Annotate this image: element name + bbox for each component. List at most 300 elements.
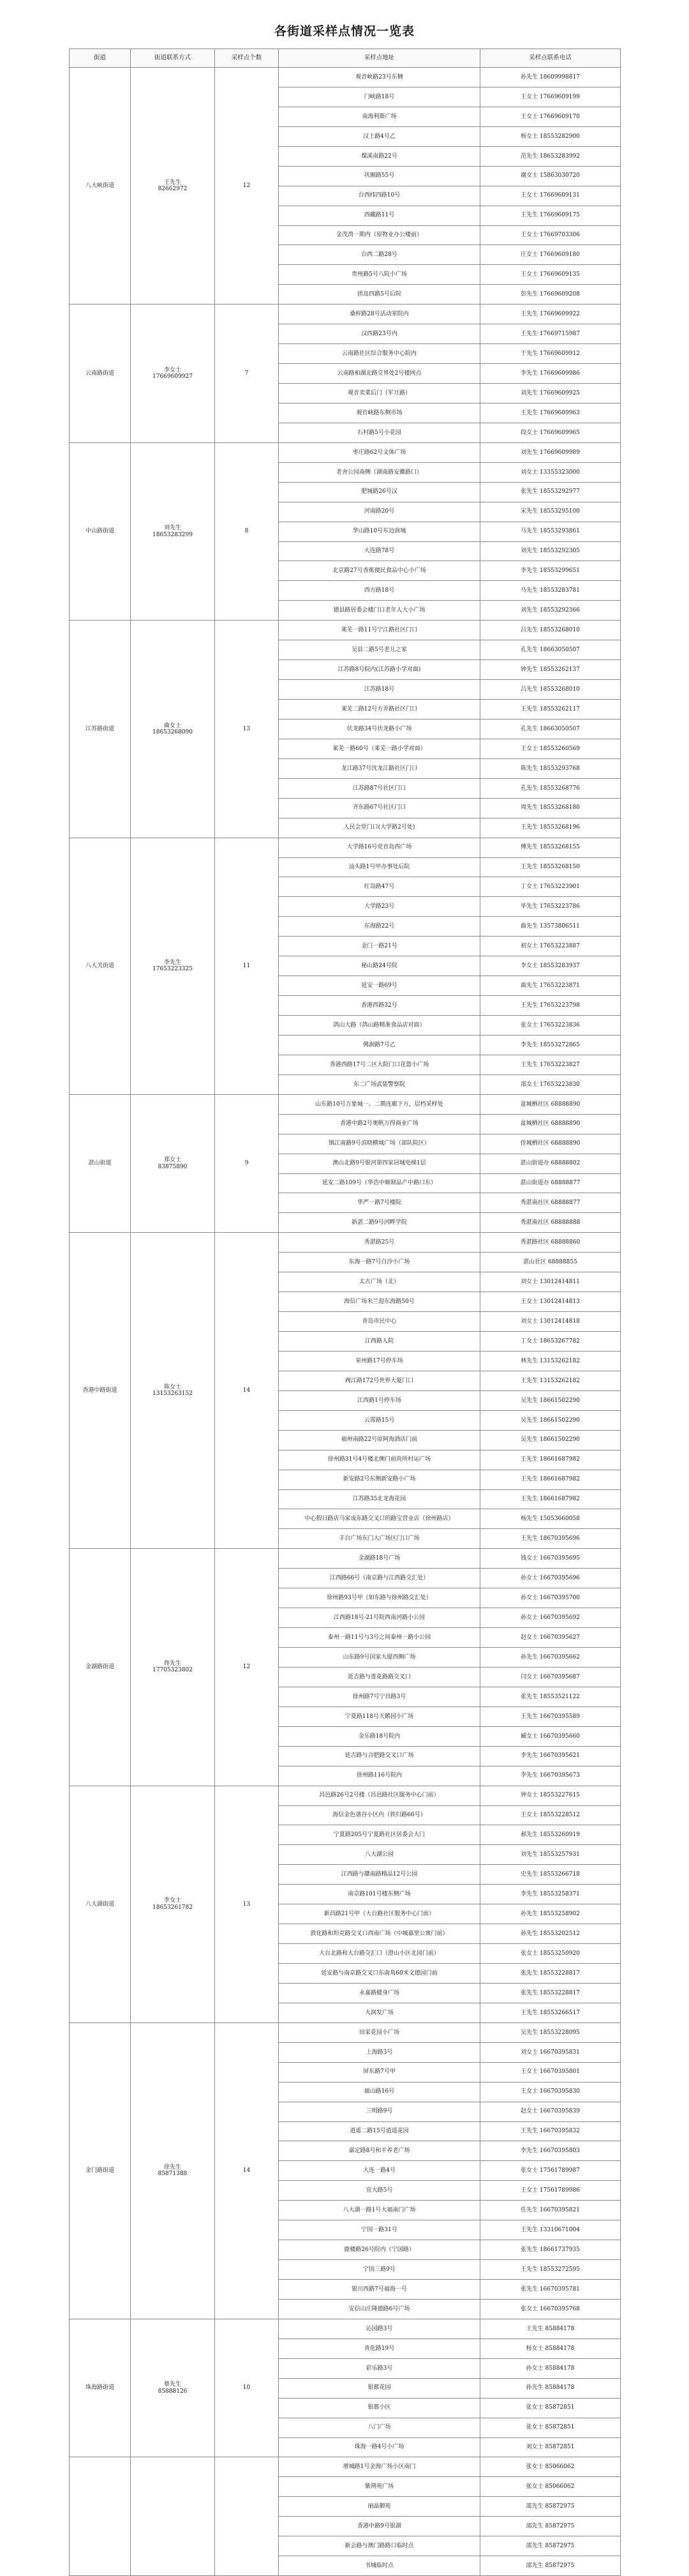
point-address-cell: 山东路10号万象城一、二期连廊下方，层档采样处 xyxy=(279,1094,480,1114)
point-phone-cell: 邵先生 85872975 xyxy=(480,2517,621,2536)
contact-phone: 17705323802 xyxy=(152,1667,193,1674)
point-address-cell: 人民会堂门口(大学路2号处) xyxy=(279,818,480,838)
point-address-cell: 巩顺路55号 xyxy=(279,166,480,186)
point-phone-cell: 王先生 17653223827 xyxy=(480,1055,621,1074)
table-row xyxy=(70,2022,621,2042)
point-count-cell xyxy=(215,2457,279,2576)
point-address-cell: 门峡路18号 xyxy=(279,87,480,107)
point-address-cell: 云南路社区综合服务中心院内 xyxy=(279,344,480,364)
point-phone-cell: 张女士 85872851 xyxy=(480,2418,621,2437)
table-row xyxy=(70,68,621,87)
point-address-cell: 中心假日路店马家成东路交叉口的路宝营业店（徐州路店） xyxy=(279,1509,480,1529)
point-phone-cell: 孙女士 16670395696 xyxy=(480,1569,621,1588)
point-address-cell: 齐东路67号社区门口 xyxy=(279,798,480,818)
point-phone-cell: 马先生 18553293861 xyxy=(480,522,621,541)
point-count-cell: 12 xyxy=(215,68,279,305)
contact-phone: 18653268090 xyxy=(152,728,193,735)
table-header-row xyxy=(70,49,621,68)
point-address-cell: 鸽山大路（鸽山路精准食品店对面） xyxy=(279,1016,480,1036)
street-name-cell: 八大关街道 xyxy=(70,838,131,1094)
contact-phone: 17669609927 xyxy=(152,373,193,380)
point-address-cell: 香港中路9号银湖 xyxy=(279,2517,480,2536)
point-phone-cell: 王女士 17669609199 xyxy=(480,87,621,107)
point-address-cell: 金茂湾一期内（原物业办公楼前） xyxy=(279,225,480,245)
point-phone-cell: 杨女士 18553282900 xyxy=(480,126,621,146)
point-phone-cell: 邵先生 85872975 xyxy=(480,2536,621,2556)
point-address-cell: 佛涧路7号乙 xyxy=(279,1035,480,1055)
point-phone-cell: 赵女士 16670395839 xyxy=(480,2102,621,2121)
point-address-cell: 镇江南路9号滨晓横城广场（部队院区） xyxy=(279,1134,480,1154)
point-address-cell: 延安二路109号（华浩中颐制品产中路口东） xyxy=(279,1173,480,1193)
point-phone-cell: 臧女士 16670395660 xyxy=(480,1726,621,1746)
point-phone-cell: 谢女士 15863030720 xyxy=(480,166,621,186)
street-name-cell xyxy=(70,2457,131,2576)
point-address-cell: 北京路27号香蕉便民食品中心小广场 xyxy=(279,561,480,581)
point-phone-cell: 刘女士 85872851 xyxy=(480,2437,621,2457)
point-count-cell: 14 xyxy=(215,1233,279,1549)
point-address-cell: 江西路与赣南路精品12号公园 xyxy=(279,1865,480,1885)
point-address-cell: 贵州路5号八院小广场 xyxy=(279,265,480,285)
street-name-cell: 江苏路街道 xyxy=(70,621,131,838)
point-count-cell: 11 xyxy=(215,838,279,1094)
point-phone-cell: 孙先生 85884178 xyxy=(480,2378,621,2398)
point-phone-cell: 王先生 17669609922 xyxy=(480,305,621,324)
point-address-cell: 珠海一路4号小广场 xyxy=(279,2437,480,2457)
point-phone-cell: 王先生 17653223798 xyxy=(480,996,621,1016)
point-phone-cell: 孙女士 85884178 xyxy=(480,2358,621,2378)
street-contact-cell xyxy=(131,1786,215,2022)
contact-name: 佟先生 xyxy=(163,1661,181,1668)
point-phone-cell: 王先生 13153262182 xyxy=(480,1371,621,1390)
contact-phone: 18653283299 xyxy=(152,531,193,538)
point-phone-cell: 张女士 85872851 xyxy=(480,2398,621,2418)
point-address-cell: 延安路与南京路交叉口东南角60米文德园门前 xyxy=(279,1964,480,1984)
header-point-phone: 采样点联系电话 xyxy=(480,49,621,68)
point-address-cell: 宁夏路205号宁夏路社区居委会大门 xyxy=(279,1825,480,1845)
point-address-cell: 德县路居委会楼门口老年人大小广场 xyxy=(279,601,480,621)
point-phone-cell: 吴先生 18661502290 xyxy=(480,1430,621,1450)
point-phone-cell: 张女士 85066062 xyxy=(480,2477,621,2497)
point-address-cell: 徐州路116号院内 xyxy=(279,1766,480,1786)
contact-name: 刘先生 xyxy=(163,525,181,532)
point-address-cell: 莱芜二路12号方弄路社区门口 xyxy=(279,700,480,719)
point-address-cell: 莱芜一路11号宁江路社区门口 xyxy=(279,621,480,640)
point-address-cell: 东海路22号 xyxy=(279,917,480,937)
point-phone-cell: 刘先生 18553292366 xyxy=(480,601,621,621)
point-phone-cell: 张女士 85066062 xyxy=(480,2457,621,2477)
contact-phone: 85871388 xyxy=(158,2171,188,2178)
point-address-cell: 江西路18号-21号院西南河路小公园 xyxy=(279,1608,480,1628)
street-contact-cell xyxy=(131,305,215,443)
point-address-cell: 延安一路69号 xyxy=(279,976,480,996)
point-phone-cell: 孙女士 16670395692 xyxy=(480,1608,621,1628)
point-address-cell: 福州南路22号原阿海酒店门前 xyxy=(279,1430,480,1450)
point-address-cell: 敦化路和坦克路交叉口西南广场（中城嘉里公寓门前） xyxy=(279,1924,480,1944)
point-address-cell: 昌邑路26号2号楼（昌邑路社区服务中心门前） xyxy=(279,1786,480,1805)
point-address-cell: 丰台广场东门大广场区门口广场 xyxy=(279,1529,480,1549)
point-phone-cell: 王先生 18661687982 xyxy=(480,1470,621,1489)
point-address-cell: 大学路23号 xyxy=(279,897,480,917)
point-address-cell: 泰州一路11号与3号之间泰州一路小公园 xyxy=(279,1628,480,1648)
point-phone-cell: 毕先生 17653223786 xyxy=(480,897,621,917)
street-name-cell: 八大峡街道 xyxy=(70,68,131,305)
point-phone-cell: 钟女士 18553227615 xyxy=(480,1786,621,1805)
point-count-cell: 8 xyxy=(215,442,279,620)
point-address-cell: 汉西路23号内 xyxy=(279,324,480,344)
table-row xyxy=(70,1549,621,1569)
street-name-cell: 金门路街道 xyxy=(70,2022,131,2319)
point-phone-cell: 吴先生 18661502290 xyxy=(480,1390,621,1410)
point-phone-cell: 孙先生 18609998817 xyxy=(480,68,621,87)
table-row xyxy=(70,1233,621,1253)
point-phone-cell: 刘先生 17669609925 xyxy=(480,384,621,403)
point-phone-cell: 邵女士 17653223830 xyxy=(480,1074,621,1094)
point-address-cell: 观音卖菜后门（军旦路） xyxy=(279,384,480,403)
point-address-cell: 大连路78号 xyxy=(279,541,480,561)
point-address-cell: 屏东路7号甲 xyxy=(279,2062,480,2082)
point-address-cell: 新安路2号东侧新安路小广场 xyxy=(279,1470,480,1489)
point-address-cell: 老舍公园南侧（湖南路安徽路口） xyxy=(279,462,480,482)
point-phone-cell: 张女士 17561789987 xyxy=(480,2161,621,2181)
point-address-cell: 石村路5号小花园 xyxy=(279,423,480,442)
street-name-cell: 八大湖街道 xyxy=(70,1786,131,2022)
point-address-cell: 大台北路和大台路交汇口（澄山小区北园门前） xyxy=(279,1944,480,1964)
street-contact-cell xyxy=(131,1233,215,1549)
point-count-cell: 12 xyxy=(215,1549,279,1786)
point-address-cell: 八大湖一路1号大福南门广场 xyxy=(279,2201,480,2220)
point-phone-cell: 钱女士 16670395695 xyxy=(480,1549,621,1569)
point-phone-cell: 张女士 17653223836 xyxy=(480,1016,621,1036)
street-name-cell: 香港中路街道 xyxy=(70,1233,131,1549)
point-phone-cell: 初女士 17653223887 xyxy=(480,937,621,956)
header-point-address: 采样点地址 xyxy=(279,49,480,68)
point-address-cell: 江苏路87号社区门口 xyxy=(279,778,480,798)
point-address-cell: 观音峡路23号东侧 xyxy=(279,68,480,87)
point-count-cell: 10 xyxy=(215,2319,279,2457)
point-address-cell: 彩乐路3号 xyxy=(279,2358,480,2378)
point-address-cell: 八门广场 xyxy=(279,2418,480,2437)
contact-name: 李先生 xyxy=(163,959,181,966)
point-phone-cell: 张女士 18553250920 xyxy=(480,1944,621,1964)
point-address-cell: 香港中路2号奥帆万得商业广场 xyxy=(279,1114,480,1134)
point-address-cell: 徐州路31号4号楼北侧门前尚所村运广场 xyxy=(279,1450,480,1470)
point-phone-cell: 孔先生 18663050507 xyxy=(480,719,621,739)
contact-phone: 18653261782 xyxy=(152,1904,193,1911)
point-phone-cell: 秀湛南社区 68888877 xyxy=(480,1193,621,1213)
point-address-cell: 太古广场（北） xyxy=(279,1272,480,1292)
point-address-cell: 枣庄路62号文体广场 xyxy=(279,442,480,462)
point-address-cell: 泉州路17号停车场 xyxy=(279,1351,480,1371)
point-phone-cell: 段女士 17669609965 xyxy=(480,423,621,442)
point-address-cell: 银都花园 xyxy=(279,2378,480,2398)
point-address-cell: 云霄路15号 xyxy=(279,1410,480,1430)
point-phone-cell: 盆城栖社区 68888890 xyxy=(480,1094,621,1114)
point-phone-cell: 佳城栖社区 68888890 xyxy=(480,1134,621,1154)
point-phone-cell: 孔先生 18553268776 xyxy=(480,778,621,798)
point-phone-cell: 孙先生 16670395662 xyxy=(480,1648,621,1668)
point-phone-cell: 吕先生 18553268010 xyxy=(480,680,621,700)
point-phone-cell: 张女士 16670395768 xyxy=(480,2299,621,2319)
point-address-cell: 红岛路47号 xyxy=(279,877,480,897)
point-address-cell: 青化路19号 xyxy=(279,2339,480,2358)
street-name-cell: 云南路街道 xyxy=(70,305,131,443)
contact-name: 徐先生 xyxy=(163,2164,181,2171)
point-address-cell: 江苏路8号院内(江苏路小学对面) xyxy=(279,660,480,680)
point-phone-cell: 王女士 18553260569 xyxy=(480,739,621,758)
point-address-cell: 山东路9号国家大厦西侧广场 xyxy=(279,1648,480,1668)
point-address-cell: 河南路20号 xyxy=(279,502,480,522)
point-address-cell: 新昌路21号甲（大台路社区服务中心门前） xyxy=(279,1904,480,1924)
contact-name: 陈女士 xyxy=(163,1383,181,1390)
contact-phone: 13153263152 xyxy=(152,1390,193,1397)
point-address-cell: 香港西路32号 xyxy=(279,996,480,1016)
point-count-cell: 9 xyxy=(215,1094,279,1233)
point-phone-cell: 刘先生 17669609989 xyxy=(480,442,621,462)
point-phone-cell: 宋先生 18553295100 xyxy=(480,502,621,522)
point-address-cell: 徐州路93号甲（如东路与徐州路交汇处） xyxy=(279,1588,480,1608)
point-phone-cell: 曲先生 17653223871 xyxy=(480,976,621,996)
point-phone-cell: 王先生 17669609963 xyxy=(480,403,621,423)
point-phone-cell: 王先生 18661687982 xyxy=(480,1450,621,1470)
point-address-cell: 增城路1号金海广场小区南门 xyxy=(279,2457,480,2477)
point-phone-cell: 李先生 18553299651 xyxy=(480,561,621,581)
point-phone-cell: 陈先生 18553293768 xyxy=(480,758,621,778)
point-address-cell: 江西路人院 xyxy=(279,1332,480,1352)
street-name-cell: 湛山街道 xyxy=(70,1094,131,1233)
point-address-cell: 江苏路35北龙海花园 xyxy=(279,1489,480,1509)
contact-name: 李女士 xyxy=(163,366,181,373)
point-address-cell: 金湖路18号广场 xyxy=(279,1549,480,1569)
page-title: 各街道采样点情况一览表 xyxy=(274,24,415,38)
point-address-cell: 延吉路与合肥路交叉口广场 xyxy=(279,1746,480,1766)
point-phone-cell: 王先生 18553266517 xyxy=(480,2003,621,2022)
header-street: 街道 xyxy=(70,49,131,68)
point-phone-cell: 郝先生 18553260919 xyxy=(480,1825,621,1845)
point-address-cell: 西方路18号 xyxy=(279,581,480,601)
table-row xyxy=(70,621,621,640)
point-address-cell: 徐州路7号宁昌路3号 xyxy=(279,1687,480,1706)
point-phone-cell: 王女士 17669609170 xyxy=(480,107,621,126)
point-address-cell: 肥城路26号汉 xyxy=(279,482,480,502)
street-name-cell: 珠海路街道 xyxy=(70,2319,131,2457)
point-address-cell: 云南路和湖北路交界处2号楼网点 xyxy=(279,364,480,384)
contact-name: 王先生 xyxy=(163,179,181,186)
point-phone-cell: 李先生 16670395673 xyxy=(480,1766,621,1786)
point-phone-cell: 王女士 13012414813 xyxy=(480,1292,621,1312)
point-phone-cell: 王先生 18661687982 xyxy=(480,1489,621,1509)
table-row xyxy=(70,305,621,324)
point-address-cell: 东海一路7号白沙小广场 xyxy=(279,1253,480,1272)
point-phone-cell: 王先生 16670395589 xyxy=(480,1706,621,1726)
point-phone-cell: 孙先生 18553258902 xyxy=(480,1904,621,1924)
point-phone-cell: 王女士 18553228512 xyxy=(480,1805,621,1825)
point-count-cell: 13 xyxy=(215,621,279,838)
point-phone-cell: 杨先生 15053660058 xyxy=(480,1509,621,1529)
point-address-cell: 八大湖公园 xyxy=(279,1845,480,1865)
point-address-cell: 莱芜一路60号（莱芜一路小学对面） xyxy=(279,739,480,758)
point-address-cell: 东二广场武装警察院 xyxy=(279,1074,480,1094)
point-address-cell: 秘山路24号院 xyxy=(279,956,480,976)
point-phone-cell: 王先生 17669715987 xyxy=(480,324,621,344)
point-address-cell: 上海路3号 xyxy=(279,2042,480,2062)
contact-name: 郑女士 xyxy=(163,1157,181,1164)
point-phone-cell: 刘先生 18553257931 xyxy=(480,1845,621,1865)
contact-phone: 82662972 xyxy=(158,186,188,193)
point-phone-cell: 李先生 18553258371 xyxy=(480,1885,621,1904)
point-address-cell: 延吉路与莲花路路交叉口 xyxy=(279,1667,480,1687)
point-phone-cell: 王先生 18553268150 xyxy=(480,857,621,877)
point-phone-cell: 杨女士 85884178 xyxy=(480,2339,621,2358)
point-phone-cell: 王女士 17669703306 xyxy=(480,225,621,245)
point-phone-cell: 彭先生 17669609208 xyxy=(480,285,621,305)
point-phone-cell: 任先生 16670395821 xyxy=(480,2201,621,2220)
point-address-cell: 吴县二路5号老儿之家 xyxy=(279,640,480,660)
point-address-cell: 银都小区 xyxy=(279,2398,480,2418)
point-address-cell: 华严一路7号楼院 xyxy=(279,1193,480,1213)
point-address-cell: 南海利斯广场 xyxy=(279,107,480,126)
table-row xyxy=(70,442,621,462)
street-contact-cell xyxy=(131,1549,215,1786)
point-address-cell: 团岛四路5号后院 xyxy=(279,285,480,305)
point-address-cell: 伏龙路34号伏龙路小广场 xyxy=(279,719,480,739)
point-phone-cell: 刘女士 13012414818 xyxy=(480,1312,621,1332)
point-address-cell: 新会路与澳门路路口临时点 xyxy=(279,2536,480,2556)
street-contact-cell xyxy=(131,442,215,620)
point-address-cell: 宁夏路118号天鹅园小广场 xyxy=(279,1706,480,1726)
street-name-cell: 金湖路街道 xyxy=(70,1549,131,1786)
point-phone-cell: 刘女士 16670395831 xyxy=(480,2042,621,2062)
point-phone-cell: 孔先生 18663050507 xyxy=(480,640,621,660)
street-contact-cell xyxy=(131,838,215,1094)
table-row xyxy=(70,1786,621,1805)
contact-phone: 83875890 xyxy=(158,1163,188,1170)
street-contact-cell xyxy=(131,68,215,305)
point-phone-cell: 王女士 17561789986 xyxy=(480,2181,621,2201)
point-phone-cell: 刘女士 13355323000 xyxy=(480,462,621,482)
point-phone-cell: 李先生 17669609986 xyxy=(480,364,621,384)
point-address-cell: 煤溪南路22号 xyxy=(279,146,480,166)
point-phone-cell: 王先生 16670395832 xyxy=(480,2121,621,2141)
point-address-cell: 海信广场米兰迎东海路50号 xyxy=(279,1292,480,1312)
point-phone-cell: 张先生 18553292977 xyxy=(480,482,621,502)
point-address-cell: 三明路9号 xyxy=(279,2102,480,2121)
point-phone-cell: 王女士 17669609131 xyxy=(480,186,621,206)
point-address-cell: 嘉定路8号和平养老广场 xyxy=(279,2141,480,2161)
point-address-cell: 香港西路17号二区大院门口花篮小广场 xyxy=(279,1055,480,1074)
point-phone-cell: 吴先生 18553228095 xyxy=(480,2022,621,2042)
point-address-cell: 观音峡路东侧市场 xyxy=(279,403,480,423)
point-address-cell: 书城临时点 xyxy=(279,2556,480,2576)
street-contact-cell xyxy=(131,1094,215,1233)
point-phone-cell: 范先生 18653283992 xyxy=(480,146,621,166)
point-address-cell: 大连一路4号 xyxy=(279,2161,480,2181)
street-contact-cell xyxy=(131,621,215,838)
point-address-cell: 宜大路5号 xyxy=(279,2181,480,2201)
table-row xyxy=(70,2319,621,2339)
table-body xyxy=(70,68,621,2576)
point-address-cell: 福山路16号 xyxy=(279,2082,480,2102)
point-address-cell: 宁国三路9号 xyxy=(279,2260,480,2280)
table-row xyxy=(70,838,621,857)
header-street-contact: 街道联系方式 xyxy=(131,49,215,68)
table-row xyxy=(70,1094,621,1114)
point-phone-cell: 马先生 18553283781 xyxy=(480,581,621,601)
point-phone-cell: 孙先生 18553202512 xyxy=(480,1924,621,1944)
point-address-cell: 江西路1号停车场 xyxy=(279,1390,480,1410)
point-phone-cell: 赵女士 16670395627 xyxy=(480,1628,621,1648)
point-phone-cell: 张先生 16670395781 xyxy=(480,2280,621,2300)
point-phone-cell: 张先生 18553228817 xyxy=(480,1983,621,2003)
point-count-cell: 14 xyxy=(215,2022,279,2319)
header-point-count: 采样点个数 xyxy=(215,49,279,68)
point-phone-cell: 湛山社区 68888855 xyxy=(480,1253,621,1272)
point-address-cell: 宁国一路31号 xyxy=(279,2220,480,2240)
point-phone-cell: 张先生 18553521122 xyxy=(480,1687,621,1706)
point-phone-cell: 王先生 85884178 xyxy=(480,2319,621,2339)
street-contact-cell xyxy=(131,2457,215,2576)
point-phone-cell: 林先生 13153262182 xyxy=(480,1351,621,1371)
point-address-cell: 龙江路37号沈龙江路社区门口 xyxy=(279,758,480,778)
point-count-cell: 7 xyxy=(215,305,279,443)
point-phone-cell: 张先生 18553228817 xyxy=(480,1964,621,1984)
point-phone-cell: 湛山街道办 68888802 xyxy=(480,1154,621,1173)
contact-phone: 85888126 xyxy=(158,2388,188,2395)
sampling-points-table xyxy=(69,49,621,2576)
point-phone-cell: 王先生 18553262117 xyxy=(480,700,621,719)
point-phone-cell: 李先生 18553272865 xyxy=(480,1035,621,1055)
point-address-cell: 丽晶御苑 xyxy=(279,2497,480,2517)
point-address-cell: 阀江路172号世界大厦门口 xyxy=(279,1371,480,1390)
point-phone-cell: 孙女士 16670395700 xyxy=(480,1588,621,1608)
point-phone-cell: 史先生 18553266718 xyxy=(480,1865,621,1885)
point-phone-cell: 刘先生 18553292305 xyxy=(480,541,621,561)
point-phone-cell: 王女士 16670395830 xyxy=(480,2082,621,2102)
point-address-cell: 秀湛路25号 xyxy=(279,1233,480,1253)
point-phone-cell: 钟先生 18553262137 xyxy=(480,660,621,680)
point-phone-cell: 秀湛路社区 68888860 xyxy=(480,1233,621,1253)
contact-name: 曲女士 xyxy=(163,722,181,729)
point-address-cell: 西藏路11号 xyxy=(279,206,480,225)
point-address-cell: 汕头路1号甲办事处后院 xyxy=(279,857,480,877)
point-address-cell: 大润发广场 xyxy=(279,2003,480,2022)
point-phone-cell: 刘女士 13012414811 xyxy=(480,1272,621,1292)
street-contact-cell xyxy=(131,2022,215,2319)
point-phone-cell: 王先生 17669609175 xyxy=(480,206,621,225)
point-address-cell: 田家花园小广场 xyxy=(279,2022,480,2042)
point-address-cell: 金乐路18号院内 xyxy=(279,1726,480,1746)
point-phone-cell: 邵先生 85872975 xyxy=(480,2497,621,2517)
point-phone-cell: 丁女士 18653267782 xyxy=(480,1332,621,1352)
contact-name: 李女士 xyxy=(163,1897,181,1904)
point-address-cell: 银川西路7号福海一号 xyxy=(279,2280,480,2300)
point-phone-cell: 丁女士 17653223901 xyxy=(480,877,621,897)
point-address-cell: 南京路101号楼东侧广场 xyxy=(279,1885,480,1904)
point-address-cell: 华山路10号东边商城 xyxy=(279,522,480,541)
point-address-cell: 沁园路3号 xyxy=(279,2319,480,2339)
point-phone-cell: 李先生 16670395803 xyxy=(480,2141,621,2161)
point-phone-cell: 王女士 16670395801 xyxy=(480,2062,621,2082)
point-phone-cell: 张先生 18661737935 xyxy=(480,2240,621,2260)
point-count-cell: 13 xyxy=(215,1786,279,2022)
point-address-cell: 逍遥二路15号逍遥花园 xyxy=(279,2121,480,2141)
street-contact-cell xyxy=(131,2319,215,2457)
point-phone-cell: 湛山街道办 68888877 xyxy=(480,1173,621,1193)
point-phone-cell: 邵先生 85872975 xyxy=(480,2556,621,2576)
contact-phone: 17653223325 xyxy=(152,966,193,973)
point-address-cell: 鹿楼路26号院内（宁国路） xyxy=(279,2240,480,2260)
point-phone-cell: 庄女士 17669609180 xyxy=(480,245,621,265)
point-address-cell: 汉上路4号乙 xyxy=(279,126,480,146)
